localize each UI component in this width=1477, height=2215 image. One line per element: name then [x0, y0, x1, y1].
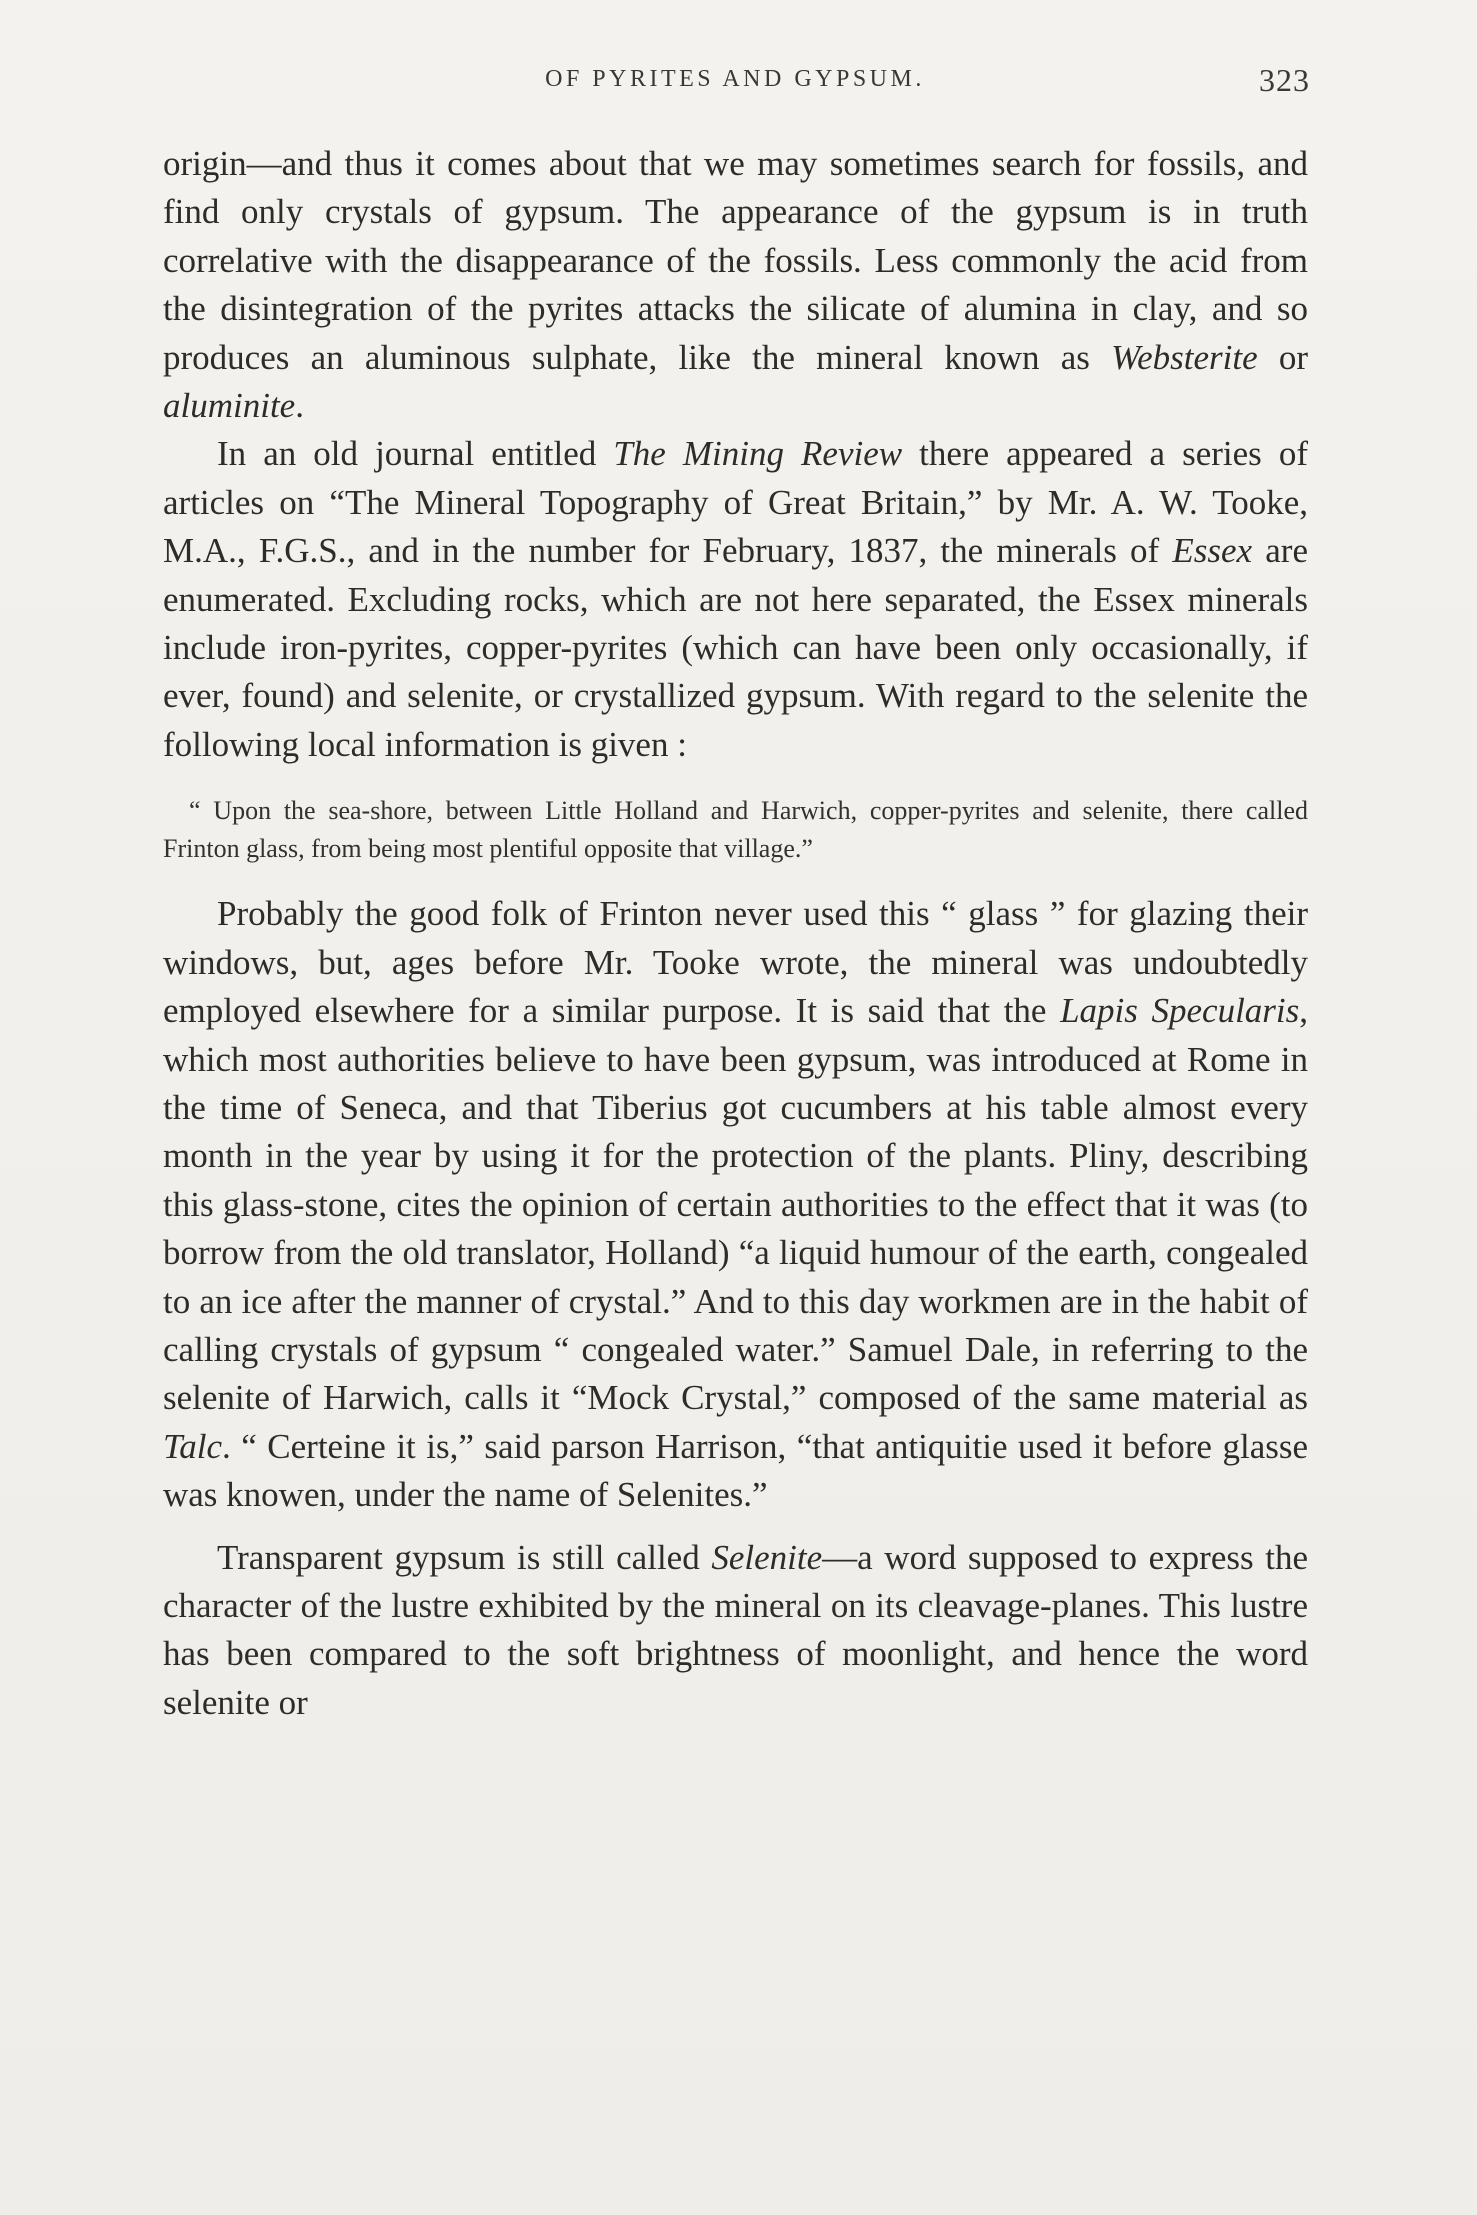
- paragraph-1-text-a: origin—and thus it comes about that we may sometimes search for fossils, and find only crystals of gypsum. The appearance of the gypsum is in truth correlative with the disappearance of the fossils. Less commonly the acid from the disintegration of the pyrites attacks the silicate of alumina in clay, and so produces an aluminous sulphate, like the mineral known as: [163, 144, 1308, 377]
- paragraph-3-italic-lapis-specularis: Lapis Specularis: [1060, 991, 1300, 1031]
- paragraph-4-text-b: —a word supposed to express the character of the lustre exhibited by the mineral on its cleavage-planes. This lustre has been compared to the soft brightness of moonlight, and hence the word selenite or: [163, 1537, 1308, 1722]
- paragraph-1-text-c: .: [295, 386, 304, 426]
- paragraph-1-text-b: or: [1257, 337, 1309, 377]
- block-quote: “ Upon the sea-shore, between Little Holland and Harwich, copper-pyrites and selenite, there called Frinton glass, from being most plentiful opposite that village.”: [163, 796, 1308, 864]
- paragraph-2-text-a: In an old journal entitled: [217, 434, 614, 474]
- body-text: [163, 140, 1308, 1727]
- paragraph-3-text-a: Probably the good folk of Frinton never used this “ glass ” for glazing their windows, but, ages before Mr. Tooke wrote, the mineral was undoubtedly employed elsewhere for a similar purpose. It is said that the: [163, 894, 1308, 1031]
- paragraph-3: [163, 890, 1308, 1519]
- paragraph-3-text-b: , which most authorities believe to have been gypsum, was introduced at Rome in the time of Seneca, and that Tiberius got cucumbers at his table almost every month in the year by using it for the protection of the plants. Pliny, describing this glass-stone, cites the opinion of certain authorities to the effect that it was (to borrow from the old translator, Holland) “a liquid humour of the earth, congealed to an ice after the manner of crystal.” And to this day workmen are in the habit of calling crystals of gypsum “ congealed water.” Samuel Dale, in referring to the selenite of Harwich, calls it “Mock Crystal,” composed of the same material as: [163, 991, 1309, 1418]
- page-number: 323: [1259, 62, 1310, 98]
- paragraph-4-text-a: Transparent gypsum is still called: [217, 1537, 712, 1577]
- paragraph-1-italic-aluminite: aluminite: [163, 386, 296, 426]
- paragraph-2: [163, 430, 1308, 769]
- running-title: OF PYRITES AND GYPSUM.: [545, 66, 925, 92]
- paragraph-1-italic-websterite: Websterite: [1111, 337, 1258, 377]
- paragraph-1: [163, 140, 1308, 430]
- paragraph-2-text-c: are enumerated. Excluding rocks, which are not here separated, the Essex minerals include iron-pyrites, copper-pyrites (which can have been only occasionally, if ever, found) and selenite, or crystallized gypsum. With regard to the selenite the following local information is given :: [163, 531, 1308, 764]
- paragraph-4: [163, 1534, 1308, 1728]
- paragraph-4-italic-selenite: Selenite: [711, 1537, 823, 1577]
- paragraph-3-text-c: . “ Certeine it is,” said parson Harrison, “that antiquitie used it before glasse was knowen, under the name of Selenites.”: [163, 1426, 1308, 1515]
- paragraph-spacer: [163, 1520, 1308, 1534]
- paragraph-2-italic-essex: Essex: [1172, 531, 1253, 571]
- paragraph-2-italic-journal-title: The Mining Review: [613, 434, 903, 474]
- paragraph-2-text-b: there appeared a series of articles on “The Mineral Topography of Great Britain,” by Mr. A. W. Tooke, M.A., F.G.S., and in the number for February, 1837, the minerals of: [163, 434, 1309, 571]
- paragraph-3-italic-talc: Talc: [163, 1426, 223, 1466]
- running-head: [160, 62, 1310, 102]
